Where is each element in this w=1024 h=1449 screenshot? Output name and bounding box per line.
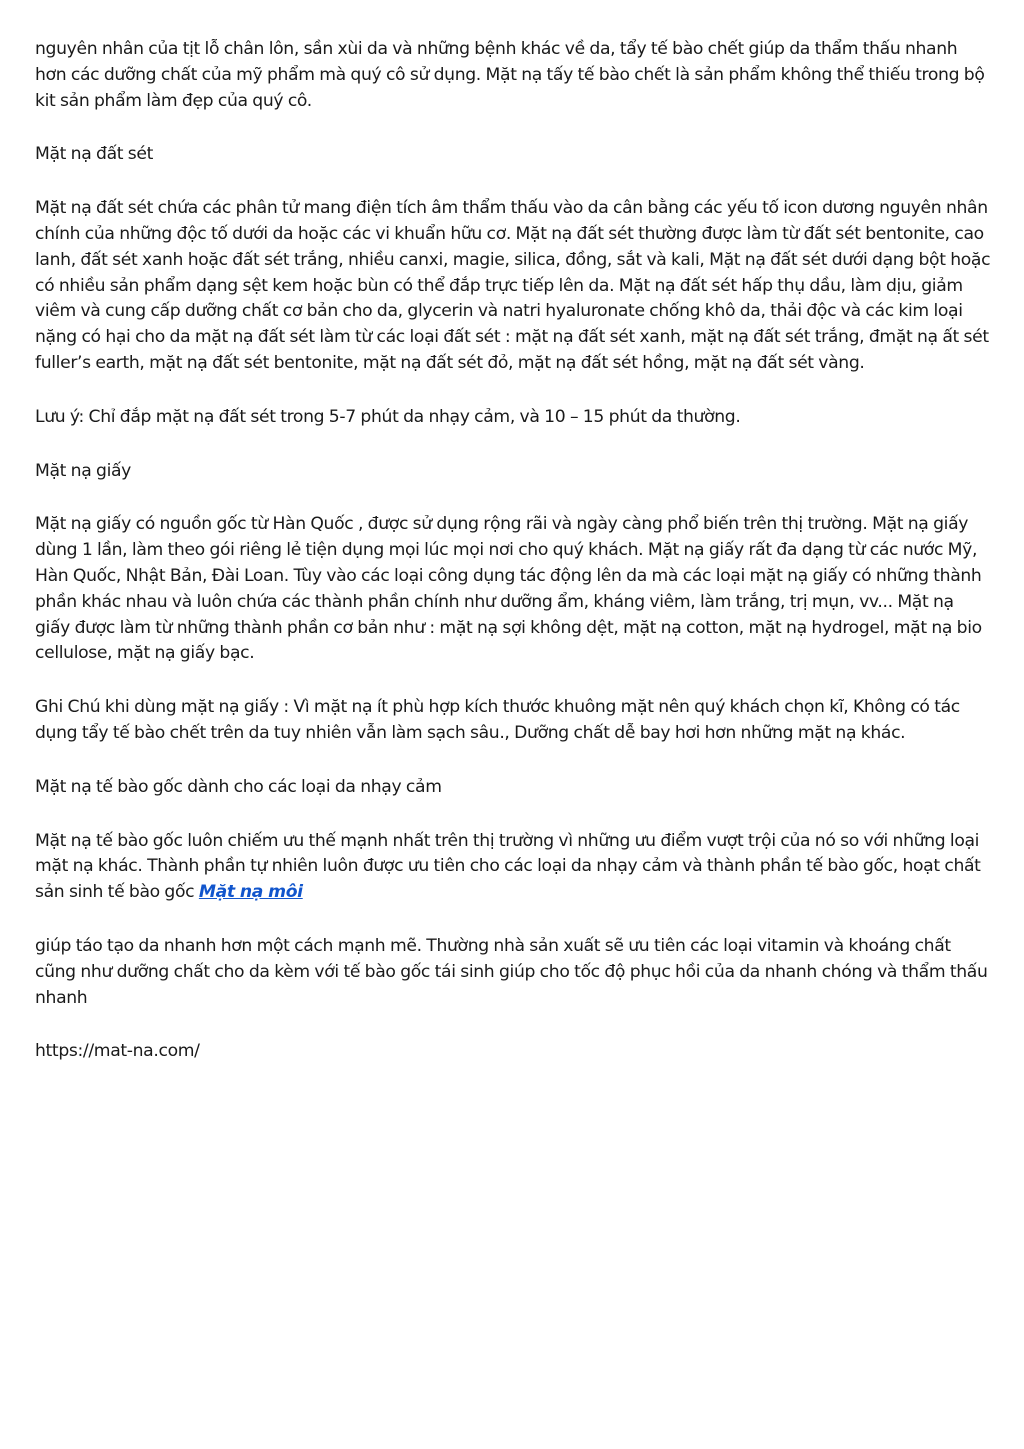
- heading-stem-cell-mask: Mặt nạ tế bào gốc dành cho các loại da nhạy cảm: [35, 776, 442, 797]
- stem-cell-paragraph-text: Mặt nạ tế bào gốc luôn chiếm ưu thế mạnh nhất trên thị trường vì những ưu điểm vượt trội của nó so với những loại mặt nạ khác. Thành phần tự nhiên luôn được ưu tiên cho các loại da nhạy cảm và thành phần tế bào gốc, hoạt chất sản sinh tế bào gốc: [35, 830, 981, 903]
- intro-paragraph: nguyên nhân của tịt lỗ chân lôn, sần xùi da và những bệnh khác về da, tẩy tế bào chết giúp da thẩm thấu nhanh hơn các dưỡng chất của mỹ phẩm mà quý cô sử dụng. Mặt nạ tấy tế bào chết là sản phẩm không thể thiếu trong bộ kit sản phẩm làm đẹp của quý cô.: [35, 39, 985, 111]
- lip-mask-link[interactable]: Mặt nạ môi: [198, 882, 303, 903]
- heading-clay-mask: Mặt nạ đất sét: [35, 144, 153, 165]
- paper-mask-paragraph: Mặt nạ giấy có nguồn gốc từ Hàn Quốc , được sử dụng rộng rãi và ngày càng phổ biến trên thị trường. Mặt nạ giấy dùng 1 lần, làm theo gói riêng lẻ tiện dụng mọi lúc mọi nơi cho quý khách. Mặt nạ giấy rất đa dạng từ các nước Mỹ, Hàn Quốc, Nhật Bản, Đài Loan. Tùy vào các loại công dụng tác động lên da mà các loại mặt nạ giấy có những thành phần khác nhau và luôn chứa các thành phần chính như dưỡng ẩm, kháng viêm, làm trắng, trị mụn, vv... Mặt nạ giấy được làm từ những thành phần cơ bản như : mặt nạ sợi không dệt, mặt nạ cotton, mặt nạ hydrogel, mặt nạ bio cellulose, mặt nạ giấy bạc.: [35, 514, 982, 664]
- clay-mask-paragraph: Mặt nạ đất sét chứa các phân tử mang điện tích âm thẩm thấu vào da cân bằng các yếu tố icon dương nguyên nhân chính của những độc tố dưới da hoặc các vi khuẩn hữu cơ. Mặt nạ đất sét thường được làm từ đất sét bentonite, cao lanh, đất sét xanh hoặc đất sét trắng, nhiều canxi, magie, silica, đồng, sắt và kali, Mặt nạ đất sét dưới dạng bột hoặc có nhiều sản phẩm dạng sệt kem hoặc bùn có thể đắp trực tiếp lên da. Mặt nạ đất sét hấp thụ dầu, làm dịu, giảm viêm và cung cấp dưỡng chất cơ bản cho da, glycerin và natri hyaluronate chống khô da, thải độc và các kim loại nặng có hại cho da mặt nạ đất sét làm từ các loại đất sét : mặt nạ đất sét xanh, mặt nạ đất sét trắng, đmặt nạ ất sét fuller’s earth, mặt nạ đất sét bentonite, mặt nạ đất sét đỏ, mặt nạ đất sét hồng, mặt nạ đất sét vàng.: [35, 198, 991, 373]
- document-body: [35, 37, 993, 1093]
- footer-url: https://mat-na.com/: [35, 1041, 200, 1062]
- heading-paper-mask: Mặt nạ giấy: [35, 460, 131, 481]
- stem-cell-paragraph: [35, 829, 993, 906]
- stem-cell-continuation: giúp táo tạo da nhanh hơn một cách mạnh mẽ. Thường nhà sản xuất sẽ ưu tiên các loại vitamin và khoáng chất cũng như dưỡng chất cho da kèm với tế bào gốc tái sinh giúp cho tốc độ phục hồi của da nhanh chóng và thẩm thấu nhanh: [35, 935, 988, 1008]
- paper-mask-note: Ghi Chú khi dùng mặt nạ giấy : Vì mặt nạ ít phù hợp kích thước khuông mặt nên quý khách chọn kĩ, Không có tác dụng tẩy tế bào chết trên da tuy nhiên vẫn làm sạch sâu., Dưỡng chất dễ bay hơi hơn những mặt nạ khác.: [35, 697, 960, 743]
- clay-mask-note: Lưu ý: Chỉ đắp mặt nạ đất sét trong 5-7 phút da nhạy cảm, và 10 – 15 phút da thường.: [35, 406, 741, 427]
